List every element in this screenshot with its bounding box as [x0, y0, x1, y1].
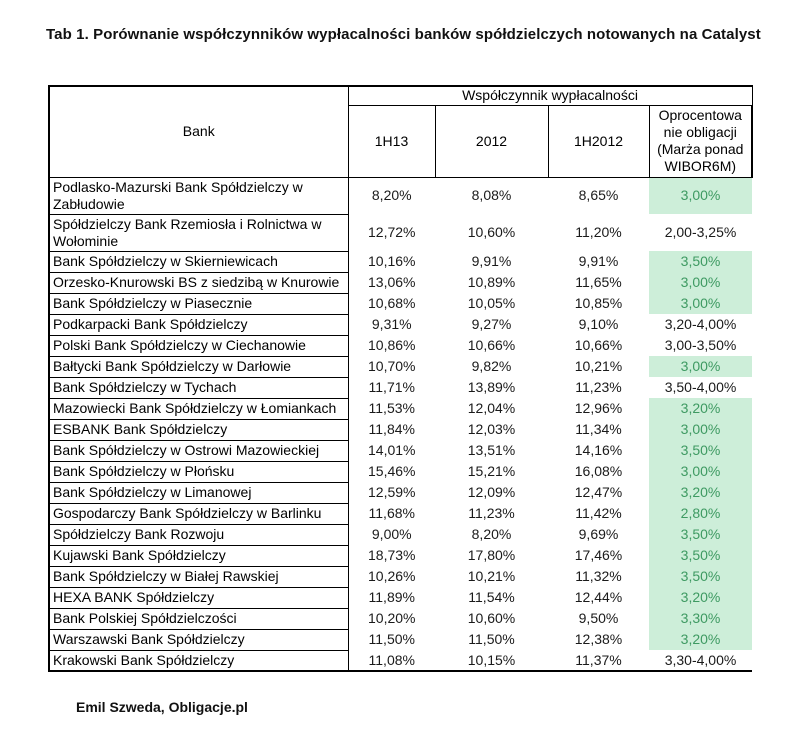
bank-name-cell: Spółdzielczy Bank Rozwoju — [49, 524, 348, 545]
ratio-1h2012-cell: 11,23% — [548, 377, 649, 398]
bank-name-cell: Warszawski Bank Spółdzielczy — [49, 629, 348, 650]
ratio-1h13-cell: 11,53% — [348, 398, 435, 419]
ratio-1h2012-cell: 9,69% — [548, 524, 649, 545]
solvency-ratios-table — [48, 85, 753, 672]
bank-name-cell: Bałtycki Bank Spółdzielczy w Darłowie — [49, 356, 348, 377]
bank-name-cell: Podlasko-Mazurski Bank Spółdzielczy w Zabłudowie — [49, 177, 348, 214]
ratio-1h2012-cell: 11,34% — [548, 419, 649, 440]
table-row — [49, 377, 752, 398]
table-header — [49, 86, 752, 177]
bond-margin-cell: 3,20% — [649, 629, 752, 650]
ratio-1h2012-cell: 14,16% — [548, 440, 649, 461]
ratio-1h2012-cell: 12,38% — [548, 629, 649, 650]
ratio-1h2012-cell: 9,10% — [548, 314, 649, 335]
column-header-1h2012: 1H2012 — [548, 105, 649, 177]
table-row — [49, 566, 752, 587]
ratio-1h2012-cell: 17,46% — [548, 545, 649, 566]
ratio-1h2012-cell: 8,65% — [548, 177, 649, 214]
ratio-1h2012-cell: 11,37% — [548, 650, 649, 671]
bank-name-cell: Bank Spółdzielczy w Tychach — [49, 377, 348, 398]
bank-name-cell: Mazowiecki Bank Spółdzielczy w Łomiankach — [49, 398, 348, 419]
ratio-2012-cell: 17,80% — [435, 545, 548, 566]
bond-margin-cell: 2,00-3,25% — [649, 214, 752, 251]
ratio-2012-cell: 11,23% — [435, 503, 548, 524]
ratio-1h13-cell: 8,20% — [348, 177, 435, 214]
bond-margin-header-line: nie obligacji — [663, 124, 737, 140]
bond-margin-cell: 3,20% — [649, 587, 752, 608]
bank-name-cell: Bank Spółdzielczy w Piasecznie — [49, 293, 348, 314]
ratio-1h13-cell: 10,16% — [348, 251, 435, 272]
ratio-2012-cell: 10,89% — [435, 272, 548, 293]
column-header-1h13: 1H13 — [348, 105, 435, 177]
bond-margin-cell: 3,50% — [649, 545, 752, 566]
bond-margin-cell: 3,00% — [649, 356, 752, 377]
page-title: Tab 1. Porównanie współczynników wypłacalności banków spółdzielczych notowanych na Catalyst — [46, 26, 761, 43]
table-row — [49, 251, 752, 272]
ratio-1h13-cell: 11,71% — [348, 377, 435, 398]
ratio-1h2012-cell: 12,47% — [548, 482, 649, 503]
bank-name-cell: Podkarpacki Bank Spółdzielczy — [49, 314, 348, 335]
ratio-2012-cell: 9,27% — [435, 314, 548, 335]
bank-name-cell: Krakowski Bank Spółdzielczy — [49, 650, 348, 671]
bond-margin-cell: 3,50% — [649, 566, 752, 587]
ratio-2012-cell: 13,89% — [435, 377, 548, 398]
column-header-2012: 2012 — [435, 105, 548, 177]
ratio-2012-cell: 12,03% — [435, 419, 548, 440]
ratio-1h13-cell: 15,46% — [348, 461, 435, 482]
bond-margin-cell: 3,00-3,50% — [649, 335, 752, 356]
bond-margin-cell: 3,30% — [649, 608, 752, 629]
table-row — [49, 335, 752, 356]
table-row — [49, 524, 752, 545]
ratio-1h2012-cell: 10,85% — [548, 293, 649, 314]
ratio-2012-cell: 8,08% — [435, 177, 548, 214]
ratio-1h2012-cell: 10,21% — [548, 356, 649, 377]
source-credit: Emil Szweda, Obligacje.pl — [76, 699, 248, 715]
ratio-1h13-cell: 14,01% — [348, 440, 435, 461]
ratio-1h13-cell: 11,68% — [348, 503, 435, 524]
column-header-bond-margin — [649, 105, 752, 177]
bond-margin-cell: 3,50% — [649, 251, 752, 272]
ratio-1h13-cell: 11,89% — [348, 587, 435, 608]
table-row — [49, 293, 752, 314]
column-header-solvency-group: Współczynnik wypłacalności — [348, 86, 752, 105]
bond-margin-cell: 3,20% — [649, 398, 752, 419]
ratio-2012-cell: 8,20% — [435, 524, 548, 545]
ratio-2012-cell: 10,60% — [435, 214, 548, 251]
ratio-1h2012-cell: 11,32% — [548, 566, 649, 587]
bank-name-cell: Spółdzielczy Bank Rzemiosła i Rolnictwa w Wołominie — [49, 214, 348, 251]
table-row — [49, 177, 752, 214]
bank-name-cell: Bank Spółdzielczy w Skierniewicach — [49, 251, 348, 272]
ratio-1h2012-cell: 12,44% — [548, 587, 649, 608]
ratio-1h13-cell: 10,26% — [348, 566, 435, 587]
bond-margin-cell: 3,20% — [649, 482, 752, 503]
ratio-1h13-cell: 18,73% — [348, 545, 435, 566]
ratio-1h2012-cell: 11,42% — [548, 503, 649, 524]
ratio-2012-cell: 11,50% — [435, 629, 548, 650]
ratio-1h2012-cell: 10,66% — [548, 335, 649, 356]
bond-margin-cell: 3,00% — [649, 177, 752, 214]
table-row — [49, 545, 752, 566]
bank-name-cell: Bank Polskiej Spółdzielczości — [49, 608, 348, 629]
bond-margin-cell: 3,20-4,00% — [649, 314, 752, 335]
bank-name-cell: Bank Spółdzielczy w Ostrowi Mazowieckiej — [49, 440, 348, 461]
ratio-2012-cell: 9,82% — [435, 356, 548, 377]
table-row — [49, 314, 752, 335]
bank-name-cell: Polski Bank Spółdzielczy w Ciechanowie — [49, 335, 348, 356]
column-header-bank: Bank — [49, 86, 348, 177]
ratio-1h13-cell: 10,20% — [348, 608, 435, 629]
bond-margin-cell: 3,00% — [649, 461, 752, 482]
bond-margin-cell: 3,00% — [649, 419, 752, 440]
ratio-2012-cell: 12,09% — [435, 482, 548, 503]
ratio-1h13-cell: 12,72% — [348, 214, 435, 251]
ratio-1h2012-cell: 9,91% — [548, 251, 649, 272]
table-row — [49, 398, 752, 419]
bank-name-cell: Gospodarczy Bank Spółdzielczy w Barlinku — [49, 503, 348, 524]
ratio-2012-cell: 10,15% — [435, 650, 548, 671]
ratio-1h13-cell: 10,70% — [348, 356, 435, 377]
bond-margin-header-line: (Marża ponad — [657, 141, 744, 157]
table-row — [49, 214, 752, 251]
table-row — [49, 650, 752, 671]
header-row-group — [49, 86, 752, 105]
ratio-1h13-cell: 9,31% — [348, 314, 435, 335]
bank-name-cell: Bank Spółdzielczy w Białej Rawskiej — [49, 566, 348, 587]
table-row — [49, 629, 752, 650]
bank-name-cell: Bank Spółdzielczy w Płońsku — [49, 461, 348, 482]
ratio-1h13-cell: 13,06% — [348, 272, 435, 293]
bond-margin-cell: 3,50% — [649, 440, 752, 461]
ratio-2012-cell: 10,21% — [435, 566, 548, 587]
ratio-1h13-cell: 10,68% — [348, 293, 435, 314]
ratio-1h13-cell: 11,08% — [348, 650, 435, 671]
ratio-2012-cell: 10,05% — [435, 293, 548, 314]
table-row — [49, 503, 752, 524]
bond-margin-cell: 3,00% — [649, 293, 752, 314]
table-row — [49, 461, 752, 482]
ratio-2012-cell: 10,66% — [435, 335, 548, 356]
ratio-2012-cell: 13,51% — [435, 440, 548, 461]
ratio-1h2012-cell: 11,20% — [548, 214, 649, 251]
table-row — [49, 587, 752, 608]
bond-margin-cell: 3,30-4,00% — [649, 650, 752, 671]
bond-margin-header-line: WIBOR6M) — [664, 158, 737, 174]
bank-name-cell: HEXA BANK Spółdzielczy — [49, 587, 348, 608]
ratio-1h2012-cell: 11,65% — [548, 272, 649, 293]
ratio-2012-cell: 9,91% — [435, 251, 548, 272]
ratio-1h13-cell: 11,84% — [348, 419, 435, 440]
bank-name-cell: Bank Spółdzielczy w Limanowej — [49, 482, 348, 503]
ratio-2012-cell: 15,21% — [435, 461, 548, 482]
ratio-1h2012-cell: 9,50% — [548, 608, 649, 629]
table-row — [49, 440, 752, 461]
table-row — [49, 482, 752, 503]
bond-margin-cell: 3,50% — [649, 524, 752, 545]
bank-name-cell: Orzesko-Knurowski BS z siedzibą w Knurowie — [49, 272, 348, 293]
bank-name-cell: Kujawski Bank Spółdzielczy — [49, 545, 348, 566]
ratio-1h13-cell: 10,86% — [348, 335, 435, 356]
ratio-1h13-cell: 9,00% — [348, 524, 435, 545]
table-row — [49, 608, 752, 629]
ratio-2012-cell: 10,60% — [435, 608, 548, 629]
table-row — [49, 419, 752, 440]
bond-margin-cell: 3,50-4,00% — [649, 377, 752, 398]
bond-margin-cell: 2,80% — [649, 503, 752, 524]
bank-name-cell: ESBANK Bank Spółdzielczy — [49, 419, 348, 440]
table-row — [49, 356, 752, 377]
ratio-2012-cell: 11,54% — [435, 587, 548, 608]
table-body — [49, 177, 752, 671]
ratio-1h13-cell: 11,50% — [348, 629, 435, 650]
ratio-1h13-cell: 12,59% — [348, 482, 435, 503]
table-row — [49, 272, 752, 293]
bond-margin-header-line: Oprocentowa — [658, 107, 742, 123]
ratio-1h2012-cell: 16,08% — [548, 461, 649, 482]
ratio-2012-cell: 12,04% — [435, 398, 548, 419]
bond-margin-cell: 3,00% — [649, 272, 752, 293]
ratio-1h2012-cell: 12,96% — [548, 398, 649, 419]
